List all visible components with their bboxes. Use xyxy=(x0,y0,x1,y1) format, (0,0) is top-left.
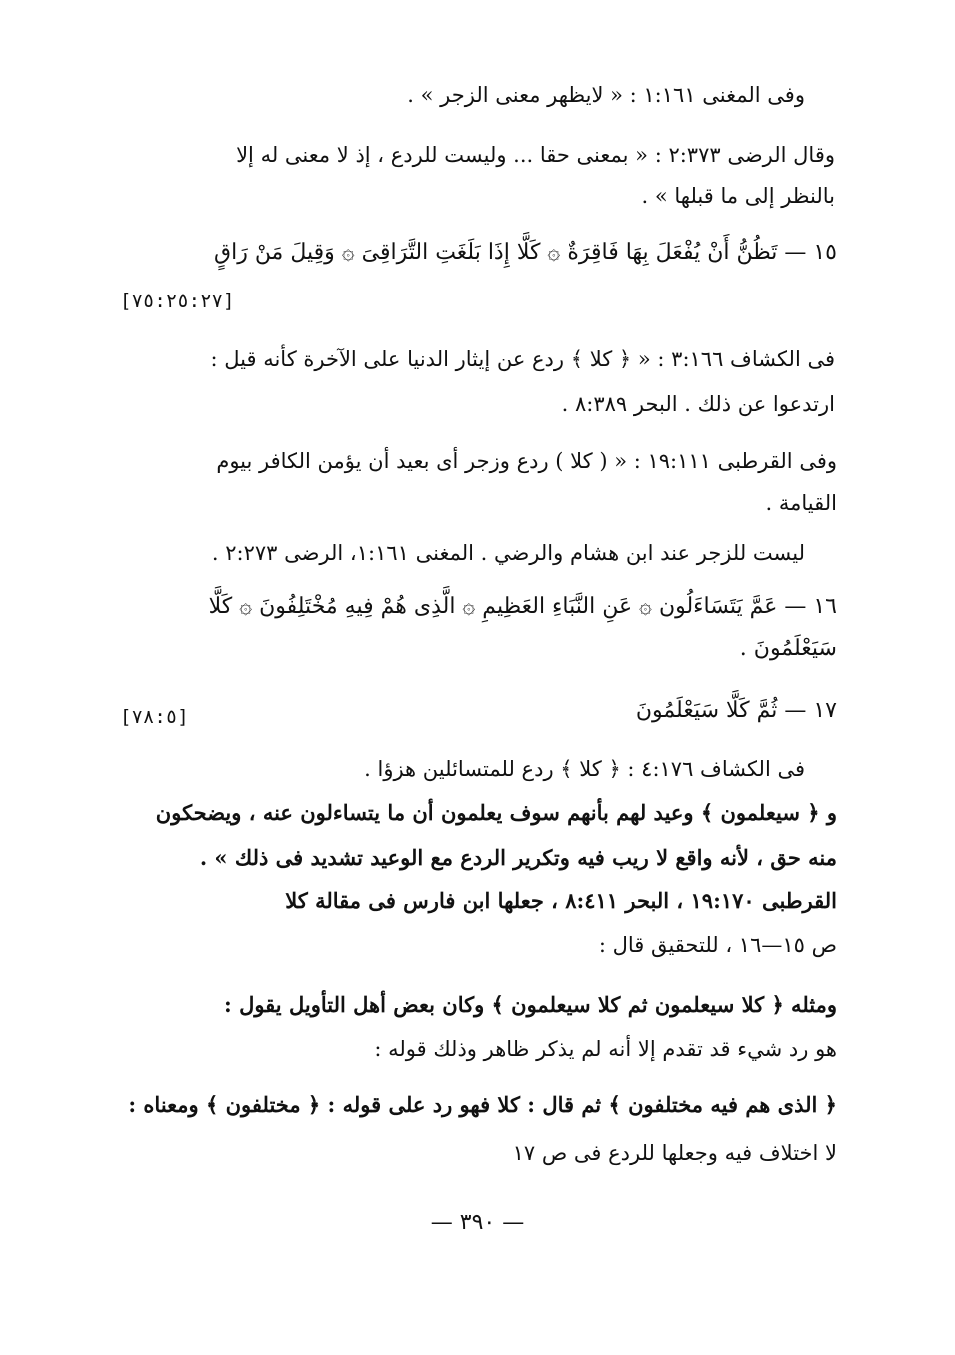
text-line: القرطبى ١٩:١٧٠ ، البحر ٨:٤١١ ، جعلها ابن فارس فى مقالة كلا xyxy=(285,888,837,913)
text-line: وفى القرطبى ١٩:١١١ : « ( كلا ) ردع وزجر أى بعيد أن يؤمن الكافر بيوم xyxy=(216,449,837,473)
verse-line: ١٧ — ثُمَّ كَلَّا سَيَعْلَمُونَ xyxy=(635,698,837,723)
text-line: فى الكشاف ٣:١٦٦ : « ﴿ كلا ﴾ ردع عن إيثار الدنيا على الآخرة كأنه قيل : xyxy=(210,347,835,371)
page-number: — ٣٩٠ — xyxy=(430,1210,525,1235)
text-line: ﴿ الذى هم فيه مختلفون ﴾ ثم قال : كلا فهو رد على قوله : ﴿ مختلفون ﴾ ومعناه : xyxy=(128,1092,837,1117)
verse-line: ١٥ — تَظُنُّ أَنْ يُفْعَلَ بِهَا فَاقِرَةٌ ۞ كَلَّا إِذَا بَلَغَتِ التَّرَاقِىَ ۞ وَقِيلَ مَنْ رَاقٍ xyxy=(214,240,837,265)
verse-reference: [٧٥:٢٥:٢٧] xyxy=(120,290,235,312)
text-line: هو رد شيء قد تقدم إلا أنه لم يذكر ظاهر وذلك قوله : xyxy=(374,1037,837,1061)
text-line: ليست للزجر عند ابن هشام والرضي . المغنى ١:١٦١، الرضى ٢:٢٧٣ . xyxy=(211,541,805,565)
text-line: ارتدعوا عن ذلك . البحر ٨:٣٨٩ . xyxy=(561,392,835,416)
text-line: بالنظر إلى ما قبلها » . xyxy=(641,184,835,208)
text-line: ومثله ﴿ كلا سيعلمون ثم كلا سيعلمون ﴾ وكان بعض أهل التأويل يقول : xyxy=(224,992,837,1017)
verse-line: سَيَعْلَمُونَ . xyxy=(739,636,837,661)
text-line: فى الكشاف ٤:١٧٦ : ﴿ كلا ﴾ ردع للمتسائلين هزؤا . xyxy=(364,757,805,781)
text-line: وفى المغنى ١:١٦١ : « لايظهر معنى الزجر » . xyxy=(407,83,805,107)
text-line: لا اختلاف فيه وجعلها للردع فى ص ١٧ xyxy=(512,1141,837,1165)
verse-reference: [٧٨:٥] xyxy=(120,706,189,728)
verse-line: ١٦ — عَمَّ يَتَسَاءَلُون ۞ عَنِ النَّبَاءِ العَظِيمِ ۞ الَّذِى هُمْ فِيهِ مُخْتَلِفُونَ ۞ كَلَّا xyxy=(208,594,837,619)
text-line: ص ١٥—١٦ ، للتحقيق قال : xyxy=(598,933,837,957)
text-line: و ﴿ سيعلمون ﴾ وعيد لهم بأنهم سوف يعلمون أن ما يتساءلون عنه ، ويضحكون xyxy=(155,800,837,825)
text-line: وقال الرضى ٢:٣٧٣ : « بمعنى حقا ... وليست للردع ، إذ لا معنى له إلا xyxy=(236,143,835,167)
text-line: القيامة . xyxy=(765,491,837,515)
text-line: منه حق ، لأنه واقع لا ريب فيه وتكرير الردع مع الوعيد تشديد فى ذلك » . xyxy=(199,845,837,870)
